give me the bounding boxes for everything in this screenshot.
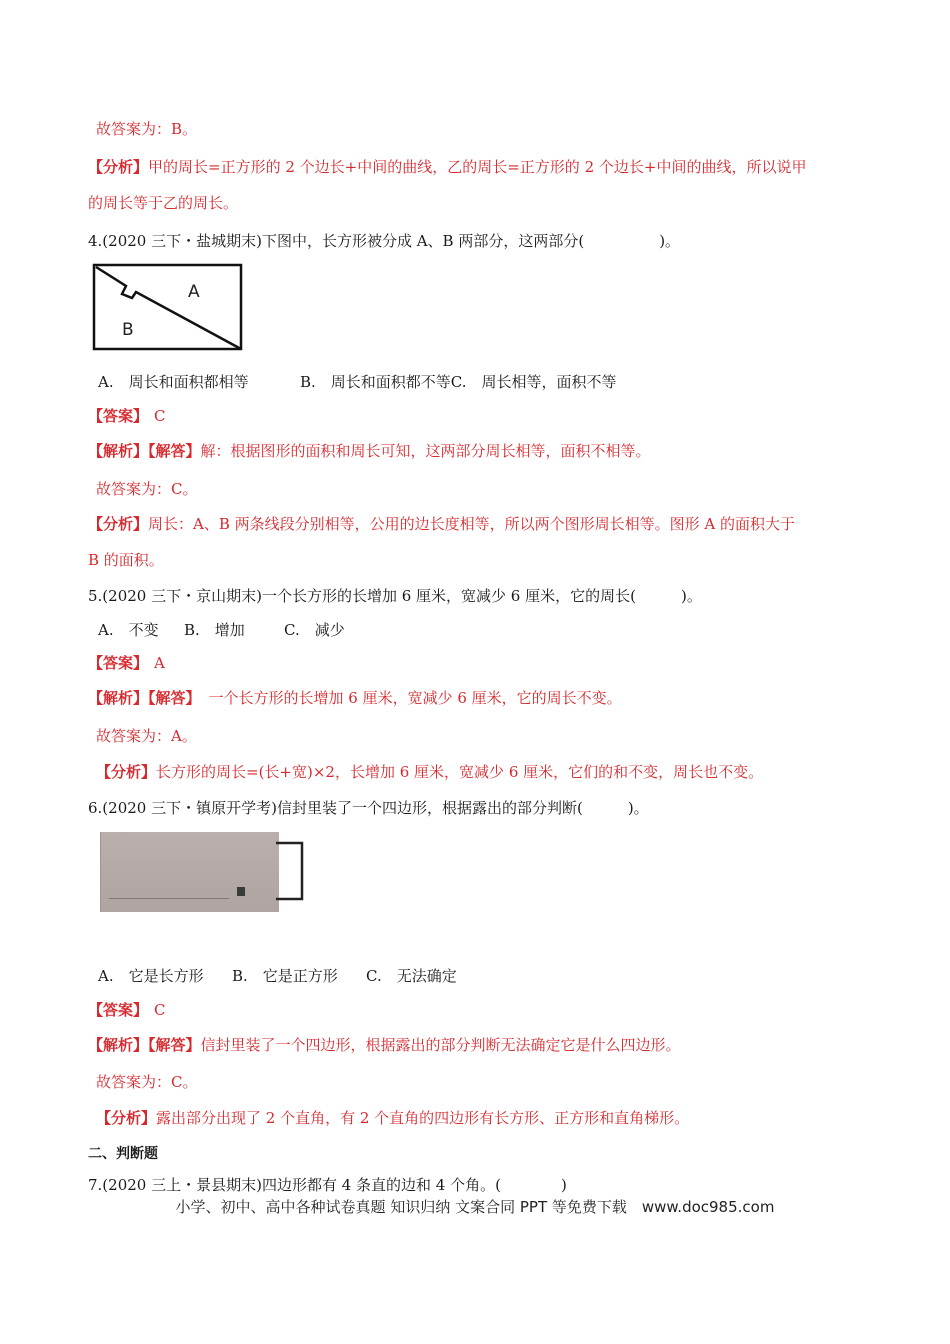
analysis-4-line1 — [88, 513, 795, 535]
question-5-options — [98, 619, 345, 641]
answer-mark: 【答案】 — [88, 654, 149, 672]
explanation-mark: 【解析】【解答】 — [88, 1036, 201, 1054]
explanation-mark: 【解析】【解答】 — [88, 442, 201, 460]
option-c: C. 无法确定 — [366, 967, 457, 985]
analysis-text: 甲的周长=正方形的 2 个边长+中间的曲线，乙的周长=正方形的 2 个边长+中间的曲线，所以说甲 — [148, 158, 807, 176]
question-4: 4.(2020 三下・盐城期末)下图中，长方形被分成 A、B 两部分，这两部分( )。 — [88, 232, 681, 250]
explanation-4 — [88, 440, 651, 462]
section-heading: 二、判断题 — [88, 1146, 158, 1162]
answer-4 — [88, 405, 166, 427]
region-a-label: A — [188, 282, 200, 302]
analysis-6 — [96, 1107, 689, 1129]
explanation-6 — [88, 1034, 681, 1056]
analysis-text: 露出部分出现了 2 个直角，有 2 个直角的四边形有长方形、正方形和直角梯形。 — [156, 1109, 690, 1127]
explanation-mark: 【解析】【解答】 — [88, 689, 201, 707]
answer-mark: 【答案】 — [88, 1001, 149, 1019]
analysis-mark: 【分析】 — [96, 1109, 157, 1127]
question-7: 7.(2020 三上・景县期末)四边形都有 4 条直的边和 4 个角。( ) — [88, 1176, 567, 1194]
question-5: 5.(2020 三下・京山期末)一个长方形的长增加 6 厘米，宽减少 6 厘米，它的周长( )。 — [88, 587, 702, 605]
option-a: A. 不变 — [98, 621, 159, 639]
postmark — [237, 887, 245, 896]
envelope-image — [100, 832, 279, 912]
analysis-text: 周长：A、B 两条线段分别相等，公用的边长度相等，所以两个图形周长相等。图形 A 的面积大于 — [148, 515, 796, 533]
option-b: B. 它是正方形 — [232, 967, 338, 985]
answer-value: C — [154, 407, 166, 425]
answer-conclusion-4: 故答案为：C。 — [96, 480, 198, 498]
explanation-text: 信封里装了一个四边形，根据露出的部分判断无法确定它是什么四边形。 — [200, 1036, 681, 1054]
question-6: 6.(2020 三下・镇原开学考)信封里装了一个四边形，根据露出的部分判断( )。 — [88, 799, 649, 817]
answer-value: A — [154, 654, 165, 672]
analysis-mark: 【分析】 — [88, 158, 149, 176]
rectangle-figure — [92, 262, 244, 352]
analysis-mark: 【分析】 — [96, 763, 157, 781]
page-footer: 小学、初中、高中各种试卷真题 知识归纳 文案合同 PPT 等免费下载 www.doc985.com — [175, 1198, 775, 1216]
analysis-4-line2: B 的面积。 — [88, 551, 164, 569]
answer-conclusion-prev: 故答案为：B。 — [96, 120, 198, 138]
explanation-text: 一个长方形的长增加 6 厘米，宽减少 6 厘米，它的周长不变。 — [208, 689, 622, 707]
analysis-5 — [96, 761, 763, 783]
answer-5 — [88, 652, 165, 674]
analysis-text: 长方形的周长=(长+宽)×2，长增加 6 厘米，宽减少 6 厘米，它们的和不变，周长也不变。 — [156, 763, 764, 781]
answer-conclusion-6: 故答案为：C。 — [96, 1073, 198, 1091]
address-line — [109, 898, 229, 899]
exposed-quadrilateral — [276, 841, 306, 903]
answer-value: C — [154, 1001, 166, 1019]
answer-6 — [88, 999, 166, 1021]
option-c: C. 周长相等，面积不等 — [450, 373, 617, 391]
analysis-prev-line2: 的周长等于乙的周长。 — [88, 194, 239, 212]
region-b-label: B — [122, 320, 134, 340]
analysis-prev-line1 — [88, 156, 806, 178]
analysis-mark: 【分析】 — [88, 515, 149, 533]
question-4-options — [98, 371, 617, 393]
option-b: B. 周长和面积都不等 — [300, 373, 451, 391]
option-a: A. 周长和面积都相等 — [98, 373, 249, 391]
explanation-text: 解：根据图形的面积和周长可知，这两部分周长相等，面积不相等。 — [200, 442, 651, 460]
option-b: B. 增加 — [184, 621, 245, 639]
option-a: A. 它是长方形 — [98, 967, 204, 985]
answer-conclusion-5: 故答案为：A。 — [96, 727, 197, 745]
question-6-options — [98, 965, 457, 987]
answer-mark: 【答案】 — [88, 407, 149, 425]
explanation-5 — [88, 687, 622, 709]
option-c: C. 减少 — [284, 621, 345, 639]
